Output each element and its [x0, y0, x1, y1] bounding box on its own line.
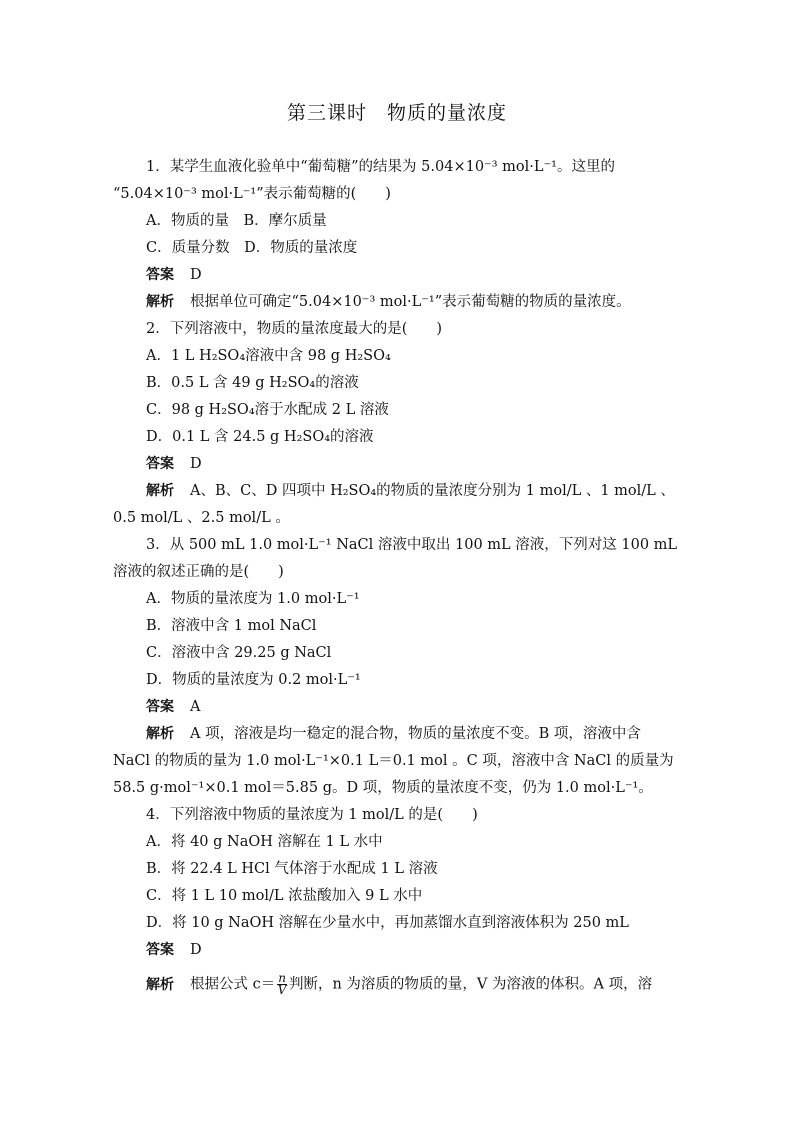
answer-label: 答案 [146, 267, 174, 283]
q2-option-b: B．0.5 L 含 49 g H₂SO₄的溶液 [146, 375, 359, 391]
q1-options-ab: A．物质的量 B．摩尔质量 [146, 213, 327, 229]
q3-analysis [146, 724, 641, 744]
fraction-numerator: n [278, 971, 286, 985]
q4-option-d: D．将 10 g NaOH 溶解在少量水中，再加蒸馏水直到溶液体积为 250 mL [146, 915, 629, 931]
answer-value: D [190, 267, 202, 283]
q3-option-d: D．物质的量浓度为 0.2 mol·L⁻¹ [146, 672, 361, 688]
analysis-text: A、B、C、D 四项中 H₂SO₄的物质的量浓度分别为 1 mol/L 、1 mol/L 、 [190, 483, 675, 499]
q1-analysis [146, 292, 631, 312]
q3-answer [146, 697, 200, 717]
q2-option-d: D．0.1 L 含 24.5 g H₂SO₄的溶液 [146, 429, 374, 445]
q2-analysis-line2: 0.5 mol/L 、2.5 mol/L 。 [113, 510, 290, 526]
q3-analysis-line2: NaCl 的物质的量为 1.0 mol·L⁻¹×0.1 L＝0.1 mol 。C 项，溶液中含 NaCl 的质量为 [113, 753, 674, 769]
analysis-text: 根据单位可确定“5.04×10⁻³ mol·L⁻¹”表示葡萄糖的物质的量浓度。 [190, 294, 631, 310]
q1-stem-line1: 1．某学生血液化验单中“葡萄糖”的结果为 5.04×10⁻³ mol·L⁻¹。这里的 [146, 159, 615, 175]
answer-label: 答案 [146, 699, 174, 715]
q4-option-c: C．将 1 L 10 mol/L 浓盐酸加入 9 L 水中 [146, 888, 423, 904]
q2-option-a: A．1 L H₂SO₄溶液中含 98 g H₂SO₄ [146, 348, 391, 364]
q3-option-b: B．溶液中含 1 mol NaCl [146, 618, 317, 634]
analysis-text: A 项，溶液是均一稳定的混合物，物质的量浓度不变。B 项，溶液中含 [190, 726, 641, 742]
q1-stem-line2: “5.04×10⁻³ mol·L⁻¹”表示葡萄糖的( ) [113, 186, 391, 202]
q4-option-b: B．将 22.4 L HCl 气体溶于水配成 1 L 溶液 [146, 861, 438, 877]
q3-option-c: C．溶液中含 29.25 g NaCl [146, 645, 332, 661]
page-title: 第三课时 物质的量浓度 [286, 102, 507, 124]
answer-label: 答案 [146, 456, 174, 472]
fraction-denominator: V [277, 983, 287, 997]
answer-label: 答案 [146, 942, 174, 958]
q3-analysis-line3: 58.5 g·mol⁻¹×0.1 mol＝5.85 g。D 项，物质的量浓度不变，仍为 1.0 mol·L⁻¹。 [113, 780, 653, 796]
formula-fraction [277, 973, 287, 996]
answer-value: D [190, 456, 202, 472]
analysis-label: 解析 [146, 976, 174, 993]
analysis-text-post: 判断，n 为溶质的物质的量，V 为溶液的体积。A 项，溶 [288, 976, 653, 993]
q1-options-cd: C．质量分数 D．物质的量浓度 [146, 240, 358, 256]
q4-answer [146, 940, 202, 960]
q3-stem-line1: 3．从 500 mL 1.0 mol·L⁻¹ NaCl 溶液中取出 100 mL 溶液，下列对这 100 mL [146, 537, 678, 553]
q4-analysis [146, 973, 652, 996]
q3-stem-line2: 溶液的叙述正确的是( ) [113, 564, 284, 580]
q2-stem: 2．下列溶液中，物质的量浓度最大的是( ) [146, 321, 443, 337]
q3-option-a: A．物质的量浓度为 1.0 mol·L⁻¹ [146, 591, 360, 607]
q4-stem: 4．下列溶液中物质的量浓度为 1 mol/L 的是( ) [146, 807, 478, 823]
q2-option-c: C．98 g H₂SO₄溶于水配成 2 L 溶液 [146, 402, 389, 418]
q2-analysis [146, 481, 675, 501]
q4-option-a: A．将 40 g NaOH 溶解在 1 L 水中 [146, 834, 383, 850]
answer-value: D [190, 942, 202, 958]
q1-answer [146, 265, 202, 285]
analysis-label: 解析 [146, 294, 174, 310]
answer-value: A [190, 699, 201, 715]
analysis-label: 解析 [146, 726, 174, 742]
analysis-label: 解析 [146, 483, 174, 499]
q2-answer [146, 454, 202, 474]
analysis-text-pre: 根据公式 c＝ [190, 976, 276, 993]
